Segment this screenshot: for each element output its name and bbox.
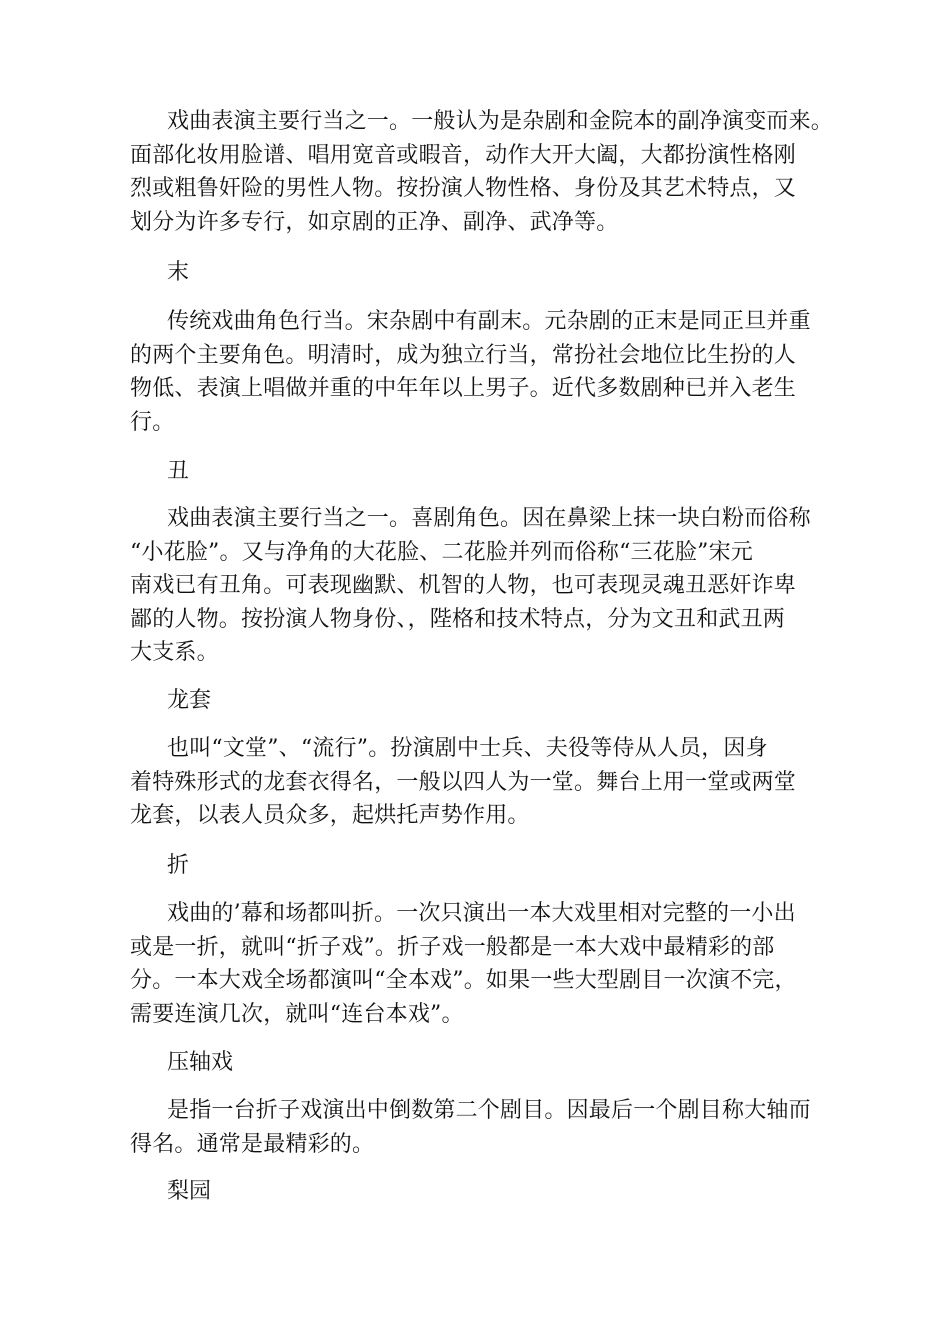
paragraph-longtao [130,732,830,833]
paragraph-line: 或是一折，就叫“折子戏”。折子戏一般都是一本大戏中最精彩的部 [130,934,775,960]
paragraph-line: 烈或粗鲁奸险的男性人物。按扮演人物性格、身份及其艺术特点，又 [130,176,797,201]
paragraph-line: “小花脸”。又与净角的大花脸、二花脸并列而俗称“三花脸”宋元 [130,539,753,565]
paragraph-jing [130,105,834,239]
paragraph-line: 分。一本大戏全场都演叫“全本戏”。如果一些大型剧目一次演不完， [130,968,797,993]
paragraph-line: 的两个主要角色。明清时，成为独立行当，常扮社会地位比生扮的人 [130,342,797,368]
paragraph-line: 戏曲表演主要行当之一。喜剧角色。因在鼻梁上抹一块白粉而俗称 [167,506,811,531]
paragraph-line: 南戏已有丑角。可表现幽默、机智的人物，也可表现灵魂丑恶奸诈卑 [130,573,797,598]
paragraph-mo [130,305,830,439]
paragraph-line: 戏曲的’幕和场都叫折。一次只演出一本大戏里相对完整的一小出 [167,901,796,926]
paragraph-line: 行。 [130,409,175,435]
paragraph-line: 划分为许多专行，如京剧的正净、副净、武净等。 [130,209,619,235]
section-heading-chou: 丑 [167,459,190,484]
section-heading-liyuan: 梨园 [167,1179,212,1204]
paragraph-line: 着特殊形式的龙套衣得名，一般以四人为一堂。舞台上用一堂或两堂 [130,769,797,795]
paragraph-line: 物低、表演上唱做并重的中年年以上男子。近代多数剧种已并入老生 [130,376,797,401]
section-heading-yazhouxi: 压轴戏 [167,1050,234,1075]
paragraph-line: 是指一台折子戏演出中倒数第二个剧目。因最后一个剧目称大轴而 [167,1098,811,1123]
paragraph-line: 也叫“文堂”、“流行”。扮演剧中士兵、夫役等侍从人员，因身 [167,736,768,761]
paragraph-chou [130,502,830,670]
paragraph-line: 龙套，以表人员众多，起烘托声势作用。 [130,803,530,828]
section-heading-longtao: 龙套 [167,688,212,713]
paragraph-line: 鄙的人物。按扮演人物身份、，陛格和技术特点，分为文丑和武丑两 [130,606,786,632]
paragraph-line: 大支系。 [130,640,219,665]
paragraph-yazhouxi [130,1094,830,1161]
section-heading-zhe: 折 [167,853,190,878]
paragraph-line: 戏曲表演主要行当之一。一般认为是杂剧和金院本的副净演变而来。 [167,109,834,134]
paragraph-line: 需要连演几次，就叫“连台本戏”。 [130,1001,464,1027]
paragraph-zhe [130,897,830,1031]
paragraph-line: 传统戏曲角色行当。宋杂剧中有副末。元杂剧的正末是同正旦并重 [167,309,811,334]
paragraph-line: 面部化妆用脸谱、唱用宽音或暇音，动作大开大阖，大都扮演性格刚 [130,142,797,168]
paragraph-line: 得名。通常是最精彩的。 [130,1131,375,1157]
section-heading-mo: 末 [167,260,190,285]
